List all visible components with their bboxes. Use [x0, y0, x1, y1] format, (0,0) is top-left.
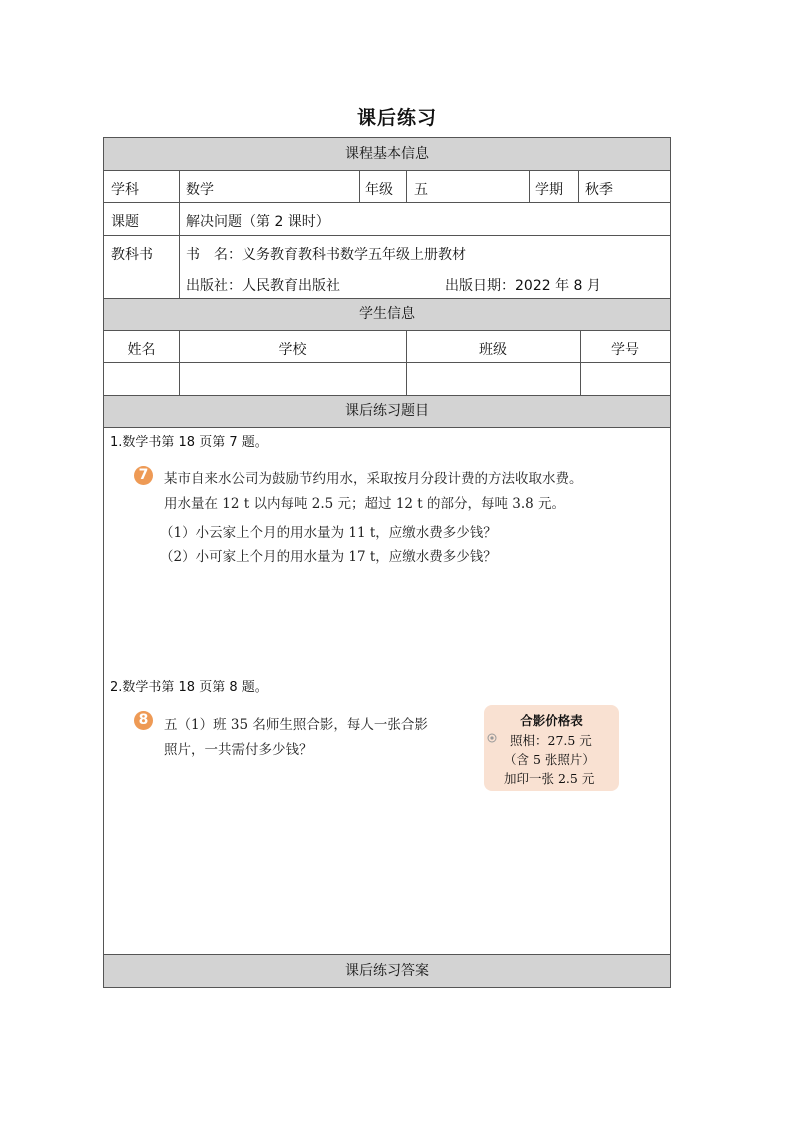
question-7-line-2: 用水量在 12 t 以内每吨 2.5 元；超过 12 t 的部分，每吨 3.8 元。	[164, 496, 566, 512]
topic-value: 解决问题（第 2 课时）	[186, 214, 330, 230]
price-line-includes: （含 5 张照片）	[504, 752, 595, 767]
term-value: 秋季	[585, 182, 613, 198]
camera-icon	[487, 733, 497, 743]
student-name-school-blank	[180, 363, 405, 394]
price-table-title: 合影价格表	[520, 713, 583, 728]
student-header-id: 学号	[611, 342, 639, 358]
question-8-line-1: 五（1）班 35 名师生照合影，每人一张合影	[164, 717, 428, 733]
section-student-info: 学生信息	[104, 299, 670, 330]
section-answers: 课后练习答案	[104, 955, 670, 987]
price-line-extra: 加印一张 2.5 元	[504, 771, 595, 786]
grade-value: 五	[414, 182, 428, 198]
term-label: 学期	[535, 182, 563, 198]
subject-value: 数学	[186, 182, 214, 198]
section-course-info: 课程基本信息	[104, 138, 670, 170]
student-header-school: 学校	[278, 342, 307, 358]
question-7-sub-2: （2）小可家上个月的用水量为 17 t，应缴水费多少钱？	[160, 549, 497, 565]
textbook-publish-date: 出版日期：2022 年 8 月	[445, 278, 601, 294]
question-7-line-1: 某市自来水公司为鼓励节约用水，采取按月分段计费的方法收取水费。	[164, 471, 583, 487]
section-exercises: 课后练习题目	[104, 396, 670, 427]
subject-label: 学科	[111, 182, 139, 198]
student-header-class: 班级	[479, 342, 507, 358]
textbook-label: 教科书	[111, 247, 153, 263]
price-line-photo: 照相：27.5 元	[510, 733, 592, 748]
question-8-line-2: 照片，一共需付多少钱？	[164, 742, 313, 758]
question-2-heading: 2.数学书第 18 页第 8 题。	[110, 680, 268, 695]
page-title: 课后练习	[356, 107, 437, 129]
grade-label: 年级	[365, 182, 393, 198]
textbook-name: 书 名：义务教育教科书数学五年级上册教材	[186, 247, 466, 263]
question-1-heading: 1.数学书第 18 页第 7 题。	[110, 435, 268, 450]
topic-label: 课题	[111, 214, 139, 230]
question-7-sub-1: （1）小云家上个月的用水量为 11 t，应缴水费多少钱？	[160, 525, 497, 541]
price-table-card	[484, 705, 619, 791]
student-header-name: 姓名	[127, 342, 156, 358]
worksheet-table	[103, 137, 671, 988]
textbook-publisher: 出版社：人民教育出版社	[186, 278, 340, 294]
question-7-number-badge: 7	[134, 466, 153, 485]
question-8-number-badge: 8	[134, 711, 153, 730]
